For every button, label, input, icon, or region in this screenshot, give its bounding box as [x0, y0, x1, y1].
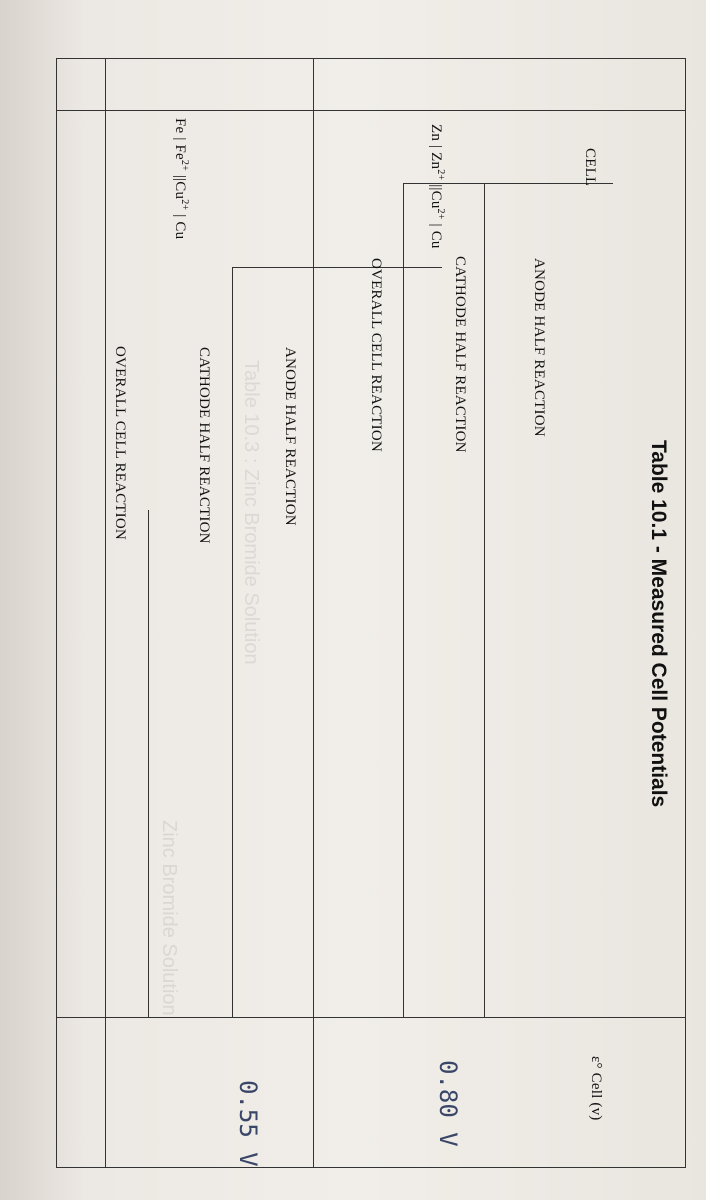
divider	[56, 110, 686, 111]
header-cell: CELL	[582, 148, 598, 187]
divider	[105, 58, 106, 1168]
overall-cell-reaction-label: OVERALL CELL REACTION	[368, 258, 384, 452]
overall-cell-reaction-label: OVERALL CELL REACTION	[112, 346, 128, 540]
bleed-through-text: Table 10.3 : Zinc Bromide Solution	[240, 360, 262, 665]
cell-potential-value: 0.80 V	[434, 1060, 462, 1147]
anode-half-reaction-label: ANODE HALF REACTION	[531, 258, 547, 437]
table-title: Table 10.1 - Measured Cell Potentials	[647, 440, 670, 808]
divider	[484, 183, 485, 1017]
divider	[403, 183, 404, 1017]
divider	[56, 1017, 686, 1018]
bleed-through-text: Zinc Bromide Solution	[158, 820, 180, 1016]
cell-notation: Zn | $Zn^{2+}$ $||Cu^{2+}$ | Cu	[428, 124, 446, 249]
divider	[313, 58, 314, 1168]
cathode-half-reaction-label: CATHODE HALF REACTION	[452, 256, 468, 453]
divider	[232, 267, 233, 1017]
anode-half-reaction-label: ANODE HALF REACTION	[282, 347, 298, 526]
divider	[148, 510, 149, 1017]
header-potential: ε° Cell (v)	[588, 1056, 604, 1121]
cathode-half-reaction-label: CATHODE HALF REACTION	[196, 347, 212, 544]
cell-notation: Fe | $Fe^{2+}$ $||Cu^{2+}$ | Cu	[172, 118, 190, 240]
divider	[232, 267, 442, 268]
cell-potential-value: 0.55 V	[234, 1080, 262, 1167]
table-frame	[56, 58, 686, 1168]
